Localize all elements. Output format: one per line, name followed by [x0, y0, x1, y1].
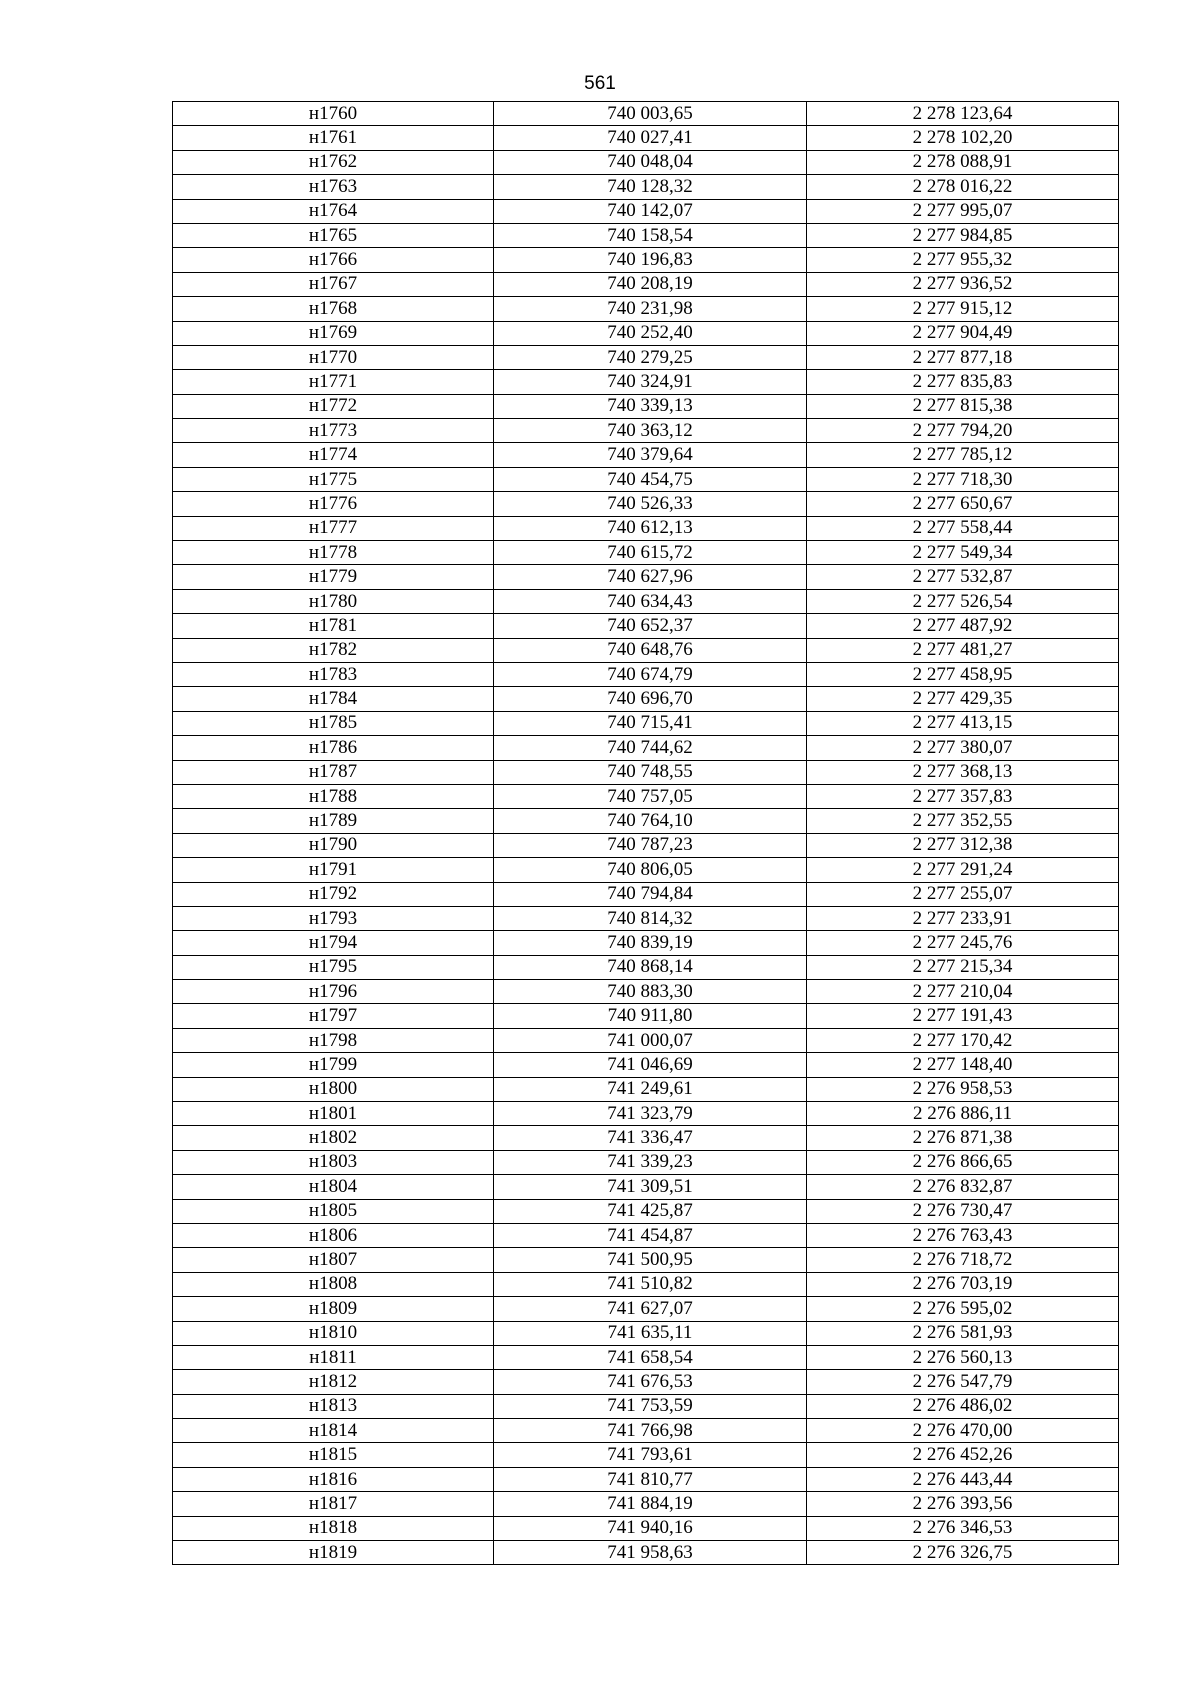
x-coordinate-cell: 741 793,61	[494, 1443, 807, 1467]
y-coordinate-cell: 2 277 429,35	[807, 687, 1119, 711]
x-coordinate-cell: 741 309,51	[494, 1175, 807, 1199]
table-row	[173, 1053, 1119, 1077]
x-coordinate-cell: 740 208,19	[494, 272, 807, 296]
table-row	[173, 1199, 1119, 1223]
point-id-cell: н1763	[173, 175, 494, 199]
x-coordinate-cell: 740 612,13	[494, 516, 807, 540]
y-coordinate-cell: 2 277 368,13	[807, 760, 1119, 784]
x-coordinate-cell: 740 324,91	[494, 370, 807, 394]
x-coordinate-cell: 740 814,32	[494, 906, 807, 930]
point-id-cell: н1803	[173, 1150, 494, 1174]
x-coordinate-cell: 741 958,63	[494, 1541, 807, 1565]
point-id-cell: н1810	[173, 1321, 494, 1345]
point-id-cell: н1772	[173, 394, 494, 418]
table-row	[173, 980, 1119, 1004]
table-row	[173, 1467, 1119, 1491]
table-row	[173, 467, 1119, 491]
y-coordinate-cell: 2 277 352,55	[807, 809, 1119, 833]
point-id-cell: н1771	[173, 370, 494, 394]
point-id-cell: н1791	[173, 858, 494, 882]
x-coordinate-cell: 740 003,65	[494, 102, 807, 126]
point-id-cell: н1801	[173, 1102, 494, 1126]
point-id-cell: н1778	[173, 541, 494, 565]
x-coordinate-cell: 740 615,72	[494, 541, 807, 565]
x-coordinate-cell: 740 883,30	[494, 980, 807, 1004]
y-coordinate-cell: 2 277 210,04	[807, 980, 1119, 1004]
y-coordinate-cell: 2 276 730,47	[807, 1199, 1119, 1223]
x-coordinate-cell: 740 787,23	[494, 833, 807, 857]
table-row	[173, 565, 1119, 589]
table-row	[173, 1126, 1119, 1150]
x-coordinate-cell: 740 379,64	[494, 443, 807, 467]
y-coordinate-cell: 2 278 102,20	[807, 126, 1119, 150]
table-row	[173, 833, 1119, 857]
point-id-cell: н1790	[173, 833, 494, 857]
y-coordinate-cell: 2 278 016,22	[807, 175, 1119, 199]
point-id-cell: н1792	[173, 882, 494, 906]
x-coordinate-cell: 740 363,12	[494, 419, 807, 443]
y-coordinate-cell: 2 276 718,72	[807, 1248, 1119, 1272]
table-row	[173, 1394, 1119, 1418]
point-id-cell: н1818	[173, 1516, 494, 1540]
point-id-cell: н1797	[173, 1004, 494, 1028]
x-coordinate-cell: 740 806,05	[494, 858, 807, 882]
x-coordinate-cell: 740 748,55	[494, 760, 807, 784]
x-coordinate-cell: 741 810,77	[494, 1467, 807, 1491]
point-id-cell: н1817	[173, 1492, 494, 1516]
point-id-cell: н1804	[173, 1175, 494, 1199]
point-id-cell: н1795	[173, 955, 494, 979]
y-coordinate-cell: 2 277 995,07	[807, 199, 1119, 223]
table-row	[173, 736, 1119, 760]
y-coordinate-cell: 2 277 526,54	[807, 589, 1119, 613]
y-coordinate-cell: 2 277 558,44	[807, 516, 1119, 540]
point-id-cell: н1799	[173, 1053, 494, 1077]
x-coordinate-cell: 741 249,61	[494, 1077, 807, 1101]
point-id-cell: н1813	[173, 1394, 494, 1418]
table-row	[173, 931, 1119, 955]
coordinates-table	[172, 101, 1119, 1565]
x-coordinate-cell: 740 715,41	[494, 711, 807, 735]
x-coordinate-cell: 741 323,79	[494, 1102, 807, 1126]
table-row	[173, 321, 1119, 345]
point-id-cell: н1798	[173, 1028, 494, 1052]
y-coordinate-cell: 2 276 886,11	[807, 1102, 1119, 1126]
table-row	[173, 199, 1119, 223]
point-id-cell: н1816	[173, 1467, 494, 1491]
point-id-cell: н1807	[173, 1248, 494, 1272]
table-row	[173, 1321, 1119, 1345]
coordinates-table-body	[173, 102, 1119, 1565]
point-id-cell: н1796	[173, 980, 494, 1004]
table-row	[173, 492, 1119, 516]
point-id-cell: н1761	[173, 126, 494, 150]
x-coordinate-cell: 740 794,84	[494, 882, 807, 906]
table-row	[173, 370, 1119, 394]
point-id-cell: н1815	[173, 1443, 494, 1467]
x-coordinate-cell: 740 839,19	[494, 931, 807, 955]
x-coordinate-cell: 740 674,79	[494, 662, 807, 686]
table-row	[173, 760, 1119, 784]
table-row	[173, 1028, 1119, 1052]
y-coordinate-cell: 2 277 955,32	[807, 248, 1119, 272]
table-row	[173, 1077, 1119, 1101]
point-id-cell: н1766	[173, 248, 494, 272]
table-row	[173, 394, 1119, 418]
x-coordinate-cell: 740 048,04	[494, 150, 807, 174]
x-coordinate-cell: 741 500,95	[494, 1248, 807, 1272]
y-coordinate-cell: 2 277 549,34	[807, 541, 1119, 565]
y-coordinate-cell: 2 277 312,38	[807, 833, 1119, 857]
point-id-cell: н1777	[173, 516, 494, 540]
y-coordinate-cell: 2 277 357,83	[807, 784, 1119, 808]
x-coordinate-cell: 740 196,83	[494, 248, 807, 272]
table-row	[173, 419, 1119, 443]
point-id-cell: н1794	[173, 931, 494, 955]
y-coordinate-cell: 2 277 718,30	[807, 467, 1119, 491]
x-coordinate-cell: 740 128,32	[494, 175, 807, 199]
table-row	[173, 1175, 1119, 1199]
y-coordinate-cell: 2 276 832,87	[807, 1175, 1119, 1199]
x-coordinate-cell: 740 454,75	[494, 467, 807, 491]
table-row	[173, 516, 1119, 540]
point-id-cell: н1784	[173, 687, 494, 711]
table-row	[173, 1370, 1119, 1394]
x-coordinate-cell: 741 425,87	[494, 1199, 807, 1223]
x-coordinate-cell: 740 744,62	[494, 736, 807, 760]
page-number: 561	[584, 73, 616, 94]
y-coordinate-cell: 2 276 866,65	[807, 1150, 1119, 1174]
table-row	[173, 1248, 1119, 1272]
table-row	[173, 175, 1119, 199]
x-coordinate-cell: 740 911,80	[494, 1004, 807, 1028]
y-coordinate-cell: 2 277 984,85	[807, 223, 1119, 247]
point-id-cell: н1779	[173, 565, 494, 589]
table-row	[173, 711, 1119, 735]
y-coordinate-cell: 2 277 481,27	[807, 638, 1119, 662]
table-row	[173, 1223, 1119, 1247]
point-id-cell: н1793	[173, 906, 494, 930]
y-coordinate-cell: 2 277 255,07	[807, 882, 1119, 906]
point-id-cell: н1814	[173, 1419, 494, 1443]
x-coordinate-cell: 741 884,19	[494, 1492, 807, 1516]
point-id-cell: н1769	[173, 321, 494, 345]
y-coordinate-cell: 2 277 413,15	[807, 711, 1119, 735]
y-coordinate-cell: 2 276 547,79	[807, 1370, 1119, 1394]
x-coordinate-cell: 740 757,05	[494, 784, 807, 808]
point-id-cell: н1765	[173, 223, 494, 247]
table-row	[173, 687, 1119, 711]
y-coordinate-cell: 2 277 245,76	[807, 931, 1119, 955]
y-coordinate-cell: 2 277 380,07	[807, 736, 1119, 760]
table-row	[173, 150, 1119, 174]
y-coordinate-cell: 2 277 904,49	[807, 321, 1119, 345]
y-coordinate-cell: 2 276 560,13	[807, 1345, 1119, 1369]
x-coordinate-cell: 741 510,82	[494, 1272, 807, 1296]
table-row	[173, 1443, 1119, 1467]
y-coordinate-cell: 2 277 835,83	[807, 370, 1119, 394]
y-coordinate-cell: 2 277 487,92	[807, 614, 1119, 638]
x-coordinate-cell: 741 940,16	[494, 1516, 807, 1540]
table-row	[173, 1102, 1119, 1126]
point-id-cell: н1788	[173, 784, 494, 808]
x-coordinate-cell: 740 526,33	[494, 492, 807, 516]
point-id-cell: н1775	[173, 467, 494, 491]
table-row	[173, 1297, 1119, 1321]
point-id-cell: н1783	[173, 662, 494, 686]
table-row	[173, 662, 1119, 686]
table-row	[173, 223, 1119, 247]
y-coordinate-cell: 2 277 148,40	[807, 1053, 1119, 1077]
point-id-cell: н1806	[173, 1223, 494, 1247]
x-coordinate-cell: 741 627,07	[494, 1297, 807, 1321]
x-coordinate-cell: 740 648,76	[494, 638, 807, 662]
y-coordinate-cell: 2 277 785,12	[807, 443, 1119, 467]
x-coordinate-cell: 740 339,13	[494, 394, 807, 418]
y-coordinate-cell: 2 276 871,38	[807, 1126, 1119, 1150]
x-coordinate-cell: 741 658,54	[494, 1345, 807, 1369]
table-row	[173, 1541, 1119, 1565]
x-coordinate-cell: 741 454,87	[494, 1223, 807, 1247]
table-row	[173, 1004, 1119, 1028]
table-row	[173, 1272, 1119, 1296]
x-coordinate-cell: 741 766,98	[494, 1419, 807, 1443]
y-coordinate-cell: 2 276 595,02	[807, 1297, 1119, 1321]
x-coordinate-cell: 740 252,40	[494, 321, 807, 345]
point-id-cell: н1781	[173, 614, 494, 638]
x-coordinate-cell: 740 634,43	[494, 589, 807, 613]
y-coordinate-cell: 2 276 452,26	[807, 1443, 1119, 1467]
y-coordinate-cell: 2 276 470,00	[807, 1419, 1119, 1443]
x-coordinate-cell: 741 046,69	[494, 1053, 807, 1077]
y-coordinate-cell: 2 276 443,44	[807, 1467, 1119, 1491]
y-coordinate-cell: 2 276 703,19	[807, 1272, 1119, 1296]
x-coordinate-cell: 740 158,54	[494, 223, 807, 247]
table-row	[173, 126, 1119, 150]
x-coordinate-cell: 741 676,53	[494, 1370, 807, 1394]
table-row	[173, 272, 1119, 296]
y-coordinate-cell: 2 277 532,87	[807, 565, 1119, 589]
x-coordinate-cell: 740 027,41	[494, 126, 807, 150]
y-coordinate-cell: 2 277 877,18	[807, 345, 1119, 369]
point-id-cell: н1782	[173, 638, 494, 662]
point-id-cell: н1812	[173, 1370, 494, 1394]
point-id-cell: н1805	[173, 1199, 494, 1223]
y-coordinate-cell: 2 277 191,43	[807, 1004, 1119, 1028]
x-coordinate-cell: 740 652,37	[494, 614, 807, 638]
point-id-cell: н1809	[173, 1297, 494, 1321]
y-coordinate-cell: 2 277 233,91	[807, 906, 1119, 930]
x-coordinate-cell: 740 279,25	[494, 345, 807, 369]
point-id-cell: н1760	[173, 102, 494, 126]
x-coordinate-cell: 741 753,59	[494, 1394, 807, 1418]
y-coordinate-cell: 2 277 458,95	[807, 662, 1119, 686]
y-coordinate-cell: 2 276 346,53	[807, 1516, 1119, 1540]
point-id-cell: н1780	[173, 589, 494, 613]
x-coordinate-cell: 740 764,10	[494, 809, 807, 833]
table-row	[173, 638, 1119, 662]
point-id-cell: н1789	[173, 809, 494, 833]
y-coordinate-cell: 2 277 291,24	[807, 858, 1119, 882]
table-row	[173, 784, 1119, 808]
x-coordinate-cell: 740 868,14	[494, 955, 807, 979]
point-id-cell: н1811	[173, 1345, 494, 1369]
x-coordinate-cell: 741 336,47	[494, 1126, 807, 1150]
point-id-cell: н1819	[173, 1541, 494, 1565]
x-coordinate-cell: 740 142,07	[494, 199, 807, 223]
y-coordinate-cell: 2 277 215,34	[807, 955, 1119, 979]
point-id-cell: н1808	[173, 1272, 494, 1296]
y-coordinate-cell: 2 277 815,38	[807, 394, 1119, 418]
point-id-cell: н1773	[173, 419, 494, 443]
table-row	[173, 1492, 1119, 1516]
table-row	[173, 858, 1119, 882]
point-id-cell: н1786	[173, 736, 494, 760]
y-coordinate-cell: 2 276 326,75	[807, 1541, 1119, 1565]
table-row	[173, 906, 1119, 930]
y-coordinate-cell: 2 277 794,20	[807, 419, 1119, 443]
y-coordinate-cell: 2 278 123,64	[807, 102, 1119, 126]
point-id-cell: н1762	[173, 150, 494, 174]
table-row	[173, 345, 1119, 369]
y-coordinate-cell: 2 277 170,42	[807, 1028, 1119, 1052]
y-coordinate-cell: 2 277 936,52	[807, 272, 1119, 296]
point-id-cell: н1800	[173, 1077, 494, 1101]
table-row	[173, 809, 1119, 833]
table-row	[173, 248, 1119, 272]
table-row	[173, 1419, 1119, 1443]
x-coordinate-cell: 740 696,70	[494, 687, 807, 711]
point-id-cell: н1776	[173, 492, 494, 516]
x-coordinate-cell: 740 231,98	[494, 297, 807, 321]
y-coordinate-cell: 2 276 581,93	[807, 1321, 1119, 1345]
y-coordinate-cell: 2 278 088,91	[807, 150, 1119, 174]
table-row	[173, 102, 1119, 126]
table-row	[173, 443, 1119, 467]
point-id-cell: н1774	[173, 443, 494, 467]
point-id-cell: н1785	[173, 711, 494, 735]
point-id-cell: н1768	[173, 297, 494, 321]
point-id-cell: н1770	[173, 345, 494, 369]
table-row	[173, 1345, 1119, 1369]
y-coordinate-cell: 2 276 763,43	[807, 1223, 1119, 1247]
x-coordinate-cell: 741 339,23	[494, 1150, 807, 1174]
point-id-cell: н1787	[173, 760, 494, 784]
table-row	[173, 1150, 1119, 1174]
point-id-cell: н1802	[173, 1126, 494, 1150]
point-id-cell: н1767	[173, 272, 494, 296]
table-row	[173, 614, 1119, 638]
x-coordinate-cell: 741 000,07	[494, 1028, 807, 1052]
y-coordinate-cell: 2 277 915,12	[807, 297, 1119, 321]
y-coordinate-cell: 2 277 650,67	[807, 492, 1119, 516]
y-coordinate-cell: 2 276 393,56	[807, 1492, 1119, 1516]
point-id-cell: н1764	[173, 199, 494, 223]
y-coordinate-cell: 2 276 486,02	[807, 1394, 1119, 1418]
table-row	[173, 589, 1119, 613]
table-row	[173, 297, 1119, 321]
table-row	[173, 955, 1119, 979]
y-coordinate-cell: 2 276 958,53	[807, 1077, 1119, 1101]
table-row	[173, 882, 1119, 906]
table-row	[173, 541, 1119, 565]
x-coordinate-cell: 741 635,11	[494, 1321, 807, 1345]
table-row	[173, 1516, 1119, 1540]
x-coordinate-cell: 740 627,96	[494, 565, 807, 589]
